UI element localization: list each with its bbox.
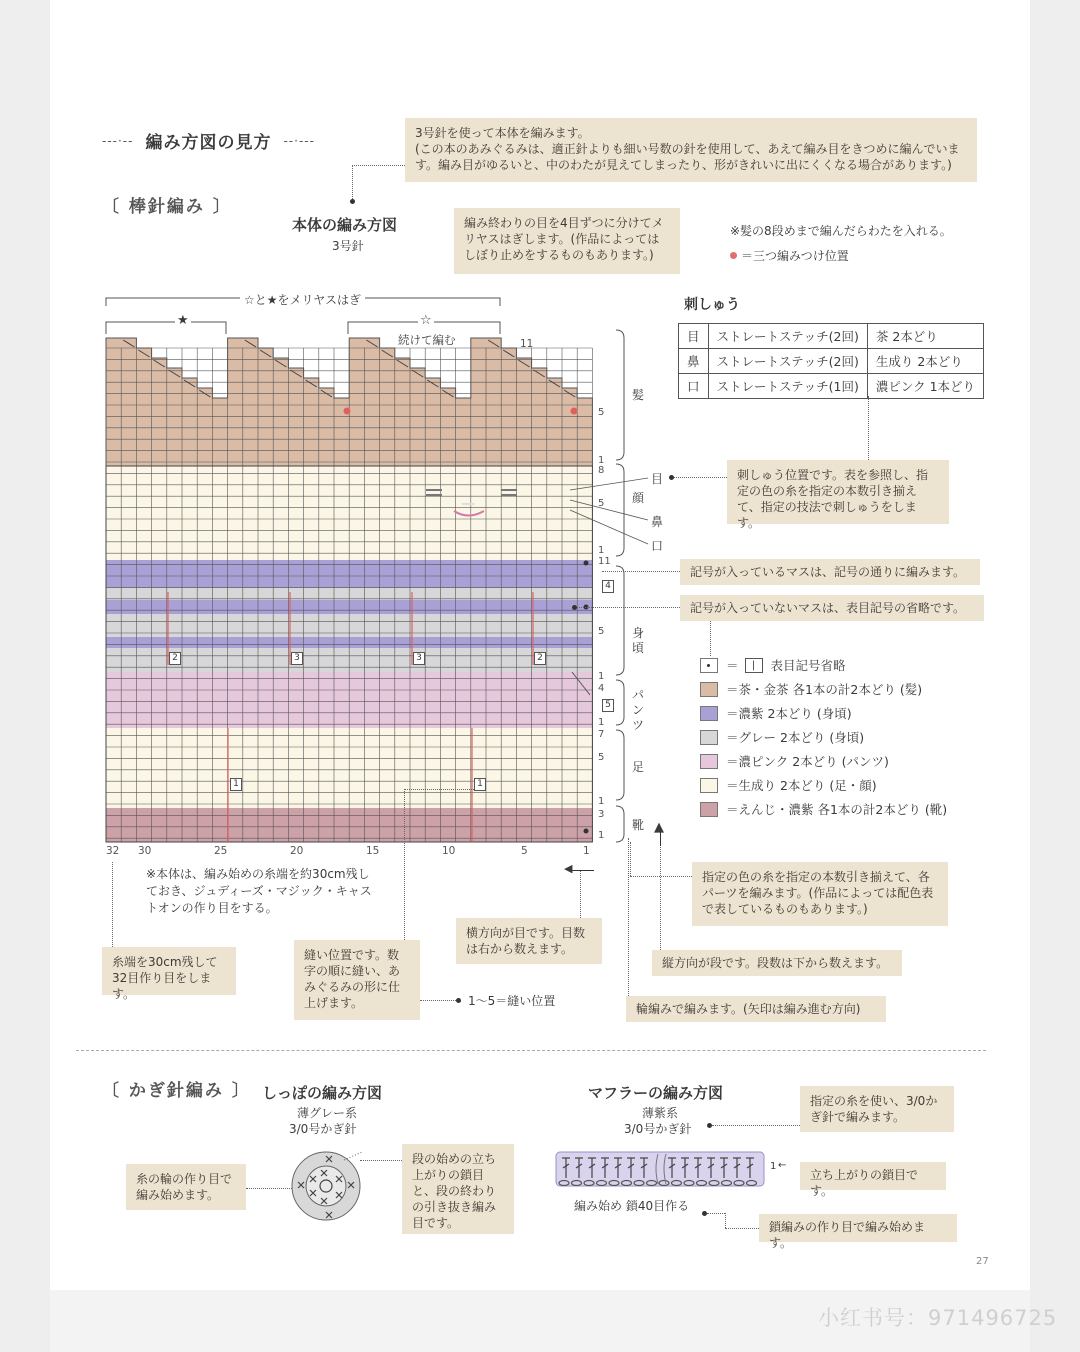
col-label: 1 xyxy=(583,845,590,857)
section-divider xyxy=(76,1050,986,1051)
header-dash-right: --·--- xyxy=(283,133,315,148)
legend-text: ＝濃紫 2本どり (身頃) xyxy=(726,706,852,721)
legend-text: ＝濃ピンク 2本どり (パンツ) xyxy=(726,754,889,769)
needle-note: 3号針を使って本体を編みます。 (この本のあみぐるみは、適正針よりも細い号数の針を使用して、あえて編み目をきつめに編んでいます。編み目がゆるいと、中のわたが見えてしまったり、形がきれいに出にくくなる場合があります。) xyxy=(405,118,977,182)
bindoff-note: 編み終わりの目を4目ずつに分けてメリヤスはぎします。(作品によってはしぼり止めをするものもあります。) xyxy=(454,208,680,274)
seam-box-3: 3 xyxy=(291,652,303,665)
part-label-legs: 足 xyxy=(631,760,644,774)
triple-note-text: ＝三つ編みつけ位置 xyxy=(741,249,849,263)
muffler-hook-leader xyxy=(712,1125,800,1126)
embroidery-yarn: 生成り 2本どり xyxy=(867,349,983,374)
blank-cell-icon xyxy=(700,658,718,673)
face-marker-eye: 目 xyxy=(651,472,664,486)
tail-hook: 3/0号かぎ針 xyxy=(289,1122,357,1136)
tail-round-note: 段の始めの立ち上がりの鎖目と、段の終わりの引き抜き編み目です。 xyxy=(402,1144,514,1234)
embroidery-row xyxy=(679,324,984,349)
symbol-note-leader xyxy=(602,571,680,572)
tail-yarn: 薄グレー系 xyxy=(297,1106,358,1120)
top-bracket-label: ☆と★をメリヤスはぎ xyxy=(240,291,365,308)
embroidery-table xyxy=(678,323,984,399)
legend-symbol-text: 表目記号省略 xyxy=(770,658,846,673)
row-label: 3 xyxy=(598,809,605,820)
legend-swatch xyxy=(700,754,718,769)
knit-section-label: 〔 棒針編み 〕 xyxy=(102,197,232,217)
sewing-legend-dot xyxy=(456,998,461,1003)
embroidery-table-leader xyxy=(868,396,869,460)
legend-equals: ＝ xyxy=(726,658,739,673)
seam-box-2: 2 xyxy=(169,652,181,665)
muffler-chain-note: 鎖編みの作り目で編み始めます。 xyxy=(759,1214,957,1242)
nosymbol-down-leader xyxy=(710,621,711,656)
up-arrow-shaft xyxy=(660,832,661,846)
row-label: 5 xyxy=(598,752,605,763)
part-label-body: 身頃 xyxy=(631,626,644,655)
header-dash-left: ---·-- xyxy=(102,133,134,148)
star-bracket xyxy=(106,322,226,334)
muffler-start-leader xyxy=(707,1213,725,1214)
row-label: 7 xyxy=(598,729,605,740)
knit-symbol-icon: | xyxy=(745,658,763,673)
row-label: 1 xyxy=(598,796,605,807)
muffler-start-leader-h xyxy=(725,1228,759,1229)
tail-start-note: 糸の輪の作り目で編み始めます。 xyxy=(126,1164,246,1210)
color-note-leader-v xyxy=(630,842,631,876)
arrow-up-icon: ▲ xyxy=(654,820,664,835)
tail-title: しっぽの編み方図 xyxy=(262,1084,383,1102)
sewing-leader xyxy=(404,789,405,940)
arrow-left-icon: ◀ xyxy=(564,862,573,875)
tail-round-leader xyxy=(360,1160,402,1161)
nosymbol-note-dot xyxy=(572,605,577,610)
round-leader xyxy=(628,838,629,996)
muffler-turning-note: 立ち上がりの鎖目です。 xyxy=(800,1162,946,1190)
legend-text: ＝茶・金茶 各1本の計2本どり (髪) xyxy=(726,682,923,697)
color-note: 指定の色の糸を指定の本数引き揃えて、各パーツを編みます。(作品によっては配色表で表しているものもあります。) xyxy=(692,862,948,926)
crochet-section-label: 〔 かぎ針編み 〕 xyxy=(102,1081,251,1101)
col-label: 15 xyxy=(366,845,380,857)
part-bracket xyxy=(616,464,624,556)
vertical-note: 縦方向が段です。段数は下から数えます。 xyxy=(652,950,902,976)
muffler-row-one: 1 xyxy=(770,1161,777,1172)
sewing-legend: 1〜5＝縫い位置 xyxy=(468,994,556,1008)
embroidery-row xyxy=(679,374,984,399)
face-marker-nose: 鼻 xyxy=(651,515,664,529)
sewing-leader-h xyxy=(404,789,474,790)
seam-box-1: 1 xyxy=(474,778,486,791)
row-label: 8 xyxy=(598,465,605,476)
tail-inner-round xyxy=(306,1166,346,1206)
row-label: 1 xyxy=(598,830,605,841)
row-label: 1 xyxy=(598,671,605,682)
col-label: 25 xyxy=(214,845,228,857)
seam-box-2: 2 xyxy=(534,652,546,665)
seam-box-3: 3 xyxy=(413,652,425,665)
part-bracket xyxy=(616,566,624,675)
page-number: 27 xyxy=(976,1256,989,1267)
legend-swatch xyxy=(700,730,718,745)
embroidery-stitch: ストレートステッチ(1回) xyxy=(708,374,867,399)
embroidery-title: 刺しゅう xyxy=(684,297,740,313)
muffler-start-leader-v xyxy=(725,1213,726,1228)
part-bracket xyxy=(616,680,624,725)
col-label-11: 11 xyxy=(520,338,534,350)
pattern-page xyxy=(50,0,1030,1290)
part-label-pants: パンツ xyxy=(631,688,644,732)
row-label: 1 xyxy=(598,545,605,556)
legend-text: ＝グレー 2本どり (身頃) xyxy=(726,730,865,745)
edge-dot xyxy=(584,561,589,566)
row-label: 5 xyxy=(598,407,605,418)
section-title: 編み方図の見方 xyxy=(145,133,272,153)
embroidery-note: 刺しゅう位置です。表を参照し、指定の色の糸を指定の本数引き揃えて、指定の技法で刺しゅうをします。 xyxy=(727,460,949,524)
braid-dot xyxy=(571,408,578,415)
muffler-title: マフラーの編み方図 xyxy=(588,1084,724,1102)
yarn-tail-note: 糸端を30cm残して32目作り目をします。 xyxy=(102,947,236,995)
braid-dot xyxy=(344,408,351,415)
row-label: 11 xyxy=(598,556,611,567)
nosymbol-note: 記号が入っていないマスは、表目記号の省略です。 xyxy=(680,595,984,621)
row-label: 1 xyxy=(598,717,605,728)
part-bracket xyxy=(616,806,624,842)
row-label: 5 xyxy=(598,626,605,637)
muffler-hook: 3/0号かぎ針 xyxy=(624,1122,692,1136)
nosymbol-note-leader xyxy=(575,607,680,608)
embroidery-row xyxy=(679,349,984,374)
col-label: 30 xyxy=(138,845,152,857)
col-label: 10 xyxy=(442,845,456,857)
seam-box-1: 1 xyxy=(230,778,242,791)
watermark: 小红书号：971496725 xyxy=(818,1306,1058,1330)
col-label: 5 xyxy=(521,845,528,857)
col-label: 20 xyxy=(290,845,304,857)
row-label: 4 xyxy=(598,683,605,694)
row-label: 1 xyxy=(598,455,605,466)
embroidery-note-dot xyxy=(669,475,674,480)
legend-item xyxy=(700,776,877,794)
embroidery-yarn: 茶 2本どり xyxy=(867,324,983,349)
part-label-shoes: 靴 xyxy=(631,818,644,832)
legend-item xyxy=(700,728,864,746)
embroidery-stitch: ストレートステッチ(2回) xyxy=(708,349,867,374)
sewing-legend-leader xyxy=(420,1000,456,1001)
part-bracket xyxy=(616,730,624,800)
legend-item xyxy=(700,800,947,818)
legend-swatch xyxy=(700,682,718,697)
seam-box-4: 4 xyxy=(602,580,614,593)
horizontal-note: 横方向が目です。目数は右から数えます。 xyxy=(456,918,602,964)
star-filled-icon: ★ xyxy=(177,313,189,328)
edge-dot xyxy=(584,829,589,834)
part-label-face: 顔 xyxy=(631,491,644,505)
vertical-leader xyxy=(660,838,661,950)
legend-swatch xyxy=(700,802,718,817)
legend-swatch xyxy=(700,778,718,793)
continue-label: 続けて編む xyxy=(398,333,456,347)
legend-text: ＝えんじ・濃紫 各1本の計2本どり (靴) xyxy=(726,802,948,817)
row-label: 5 xyxy=(598,498,605,509)
body-chart-needle: 3号針 xyxy=(332,239,364,253)
legend-symbol-row xyxy=(700,656,846,674)
star-open-icon: ☆ xyxy=(420,313,432,328)
legend-swatch xyxy=(700,706,718,721)
muffler-start-label: 編み始め 鎖40目作る xyxy=(574,1199,690,1213)
yarn-tail-leader xyxy=(112,862,113,947)
tail-diagram xyxy=(288,1148,368,1224)
symbol-note: 記号が入っているマスは、記号の通りに編みます。 xyxy=(680,559,980,585)
body-chart-title: 本体の編み方図 xyxy=(292,216,398,234)
part-label-hair: 髪 xyxy=(631,388,644,402)
embroidery-stitch: ストレートステッチ(2回) xyxy=(708,324,867,349)
legend-item xyxy=(700,752,889,770)
legend-item xyxy=(700,704,852,722)
muffler-hook-note: 指定の糸を使い、3/0かぎ針で編みます。 xyxy=(800,1086,954,1132)
muffler-diagram xyxy=(554,1150,768,1192)
round-note: 輪編みで編みます。(矢印は編み進む方向) xyxy=(626,996,886,1022)
embroidery-part: 口 xyxy=(679,374,709,399)
embroidery-part: 鼻 xyxy=(679,349,709,374)
color-note-leader xyxy=(630,876,692,877)
stuffing-note: ※髪の8段めまで編んだらわたを入れる。 xyxy=(730,224,952,238)
embroidery-note-leader xyxy=(672,477,727,478)
face-marker-mouth: 口 xyxy=(651,539,664,553)
muffler-yarn: 薄紫系 xyxy=(642,1106,679,1120)
sewing-note: 縫い位置です。数字の順に縫い、あみぐるみの形に仕上げます。 xyxy=(294,940,420,1020)
horizontal-leader xyxy=(580,870,581,918)
cast-on-note: ※本体は、編み始めの糸端を約30cm残しておき、ジュディーズ・マジック・キャストオンの作り目をする。 xyxy=(146,867,372,915)
embroidery-yarn: 濃ピンク 1本どり xyxy=(867,374,983,399)
embroidery-part: 目 xyxy=(679,324,709,349)
muffler-row-arrow: ← xyxy=(778,1160,787,1171)
seam-box-5: 5 xyxy=(602,699,614,712)
legend-item xyxy=(700,680,922,698)
part-bracket xyxy=(616,330,624,460)
col-label: 32 xyxy=(106,845,120,857)
muffler-hook-dot xyxy=(707,1123,712,1128)
legend-text: ＝生成り 2本どり (足・顔) xyxy=(726,778,877,793)
